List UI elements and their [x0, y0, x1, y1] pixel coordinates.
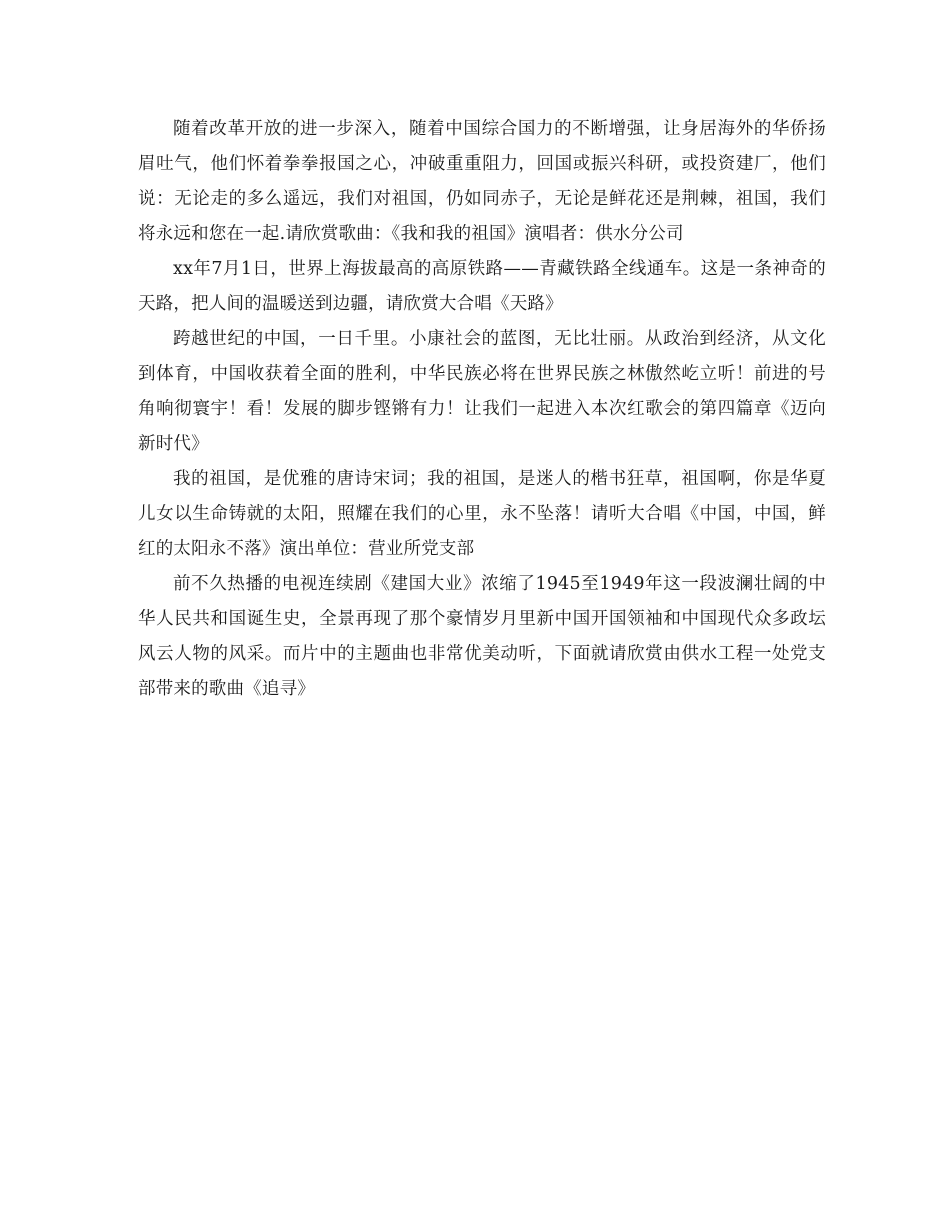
paragraph-new-era: 跨越世纪的中国，一日千里。小康社会的蓝图，无比壮丽。从政治到经济，从文化到体育，中国收获着全面的胜利，中华民族必将在世界民族之林傲然屹立听！前进的号角响彻寰宇！看！发展的脚步铿锵有力！让我们一起进入本次红歌会的第四篇章《迈向新时代》 — [138, 329, 826, 454]
paragraph-overseas-chinese: 随着改革开放的进一步深入，随着中国综合国力的不断增强，让身居海外的华侨扬眉吐气，他们怀着拳拳报国之心，冲破重重阻力，回国或振兴科研，或投资建厂，他们说：无论走的多么遥远，我们对祖国，仍如同赤子，无论是鲜花还是荆棘，祖国，我们将永远和您在一起.请欣赏歌曲：《我和我的祖国》演唱者：供水分公司 — [138, 119, 826, 244]
paragraph-my-motherland: 我的祖国，是优雅的唐诗宋词；我的祖国，是迷人的楷书狂草，祖国啊，你是华夏儿女以生命铸就的太阳，照耀在我们的心里，永不坠落！请听大合唱《中国，中国，鲜红的太阳永不落》演出单位：营业所党支部 — [138, 469, 826, 559]
document-body — [138, 112, 826, 707]
paragraph-qinghai-tibet-railway: xx年7月1日，世界上海拔最高的高原铁路——青藏铁路全线通车。这是一条神奇的天路，把人间的温暖送到边疆，请欣赏大合唱《天路》 — [138, 259, 826, 314]
paragraph-founding-of-republic: 前不久热播的电视连续剧《建国大业》浓缩了1945至1949年这一段波澜壮阔的中华人民共和国诞生史，全景再现了那个豪情岁月里新中国开国领袖和中国现代众多政坛风云人物的风采。而片中的主题曲也非常优美动听，下面就请欣赏由供水工程一处党支部带来的歌曲《追寻》 — [138, 574, 826, 699]
